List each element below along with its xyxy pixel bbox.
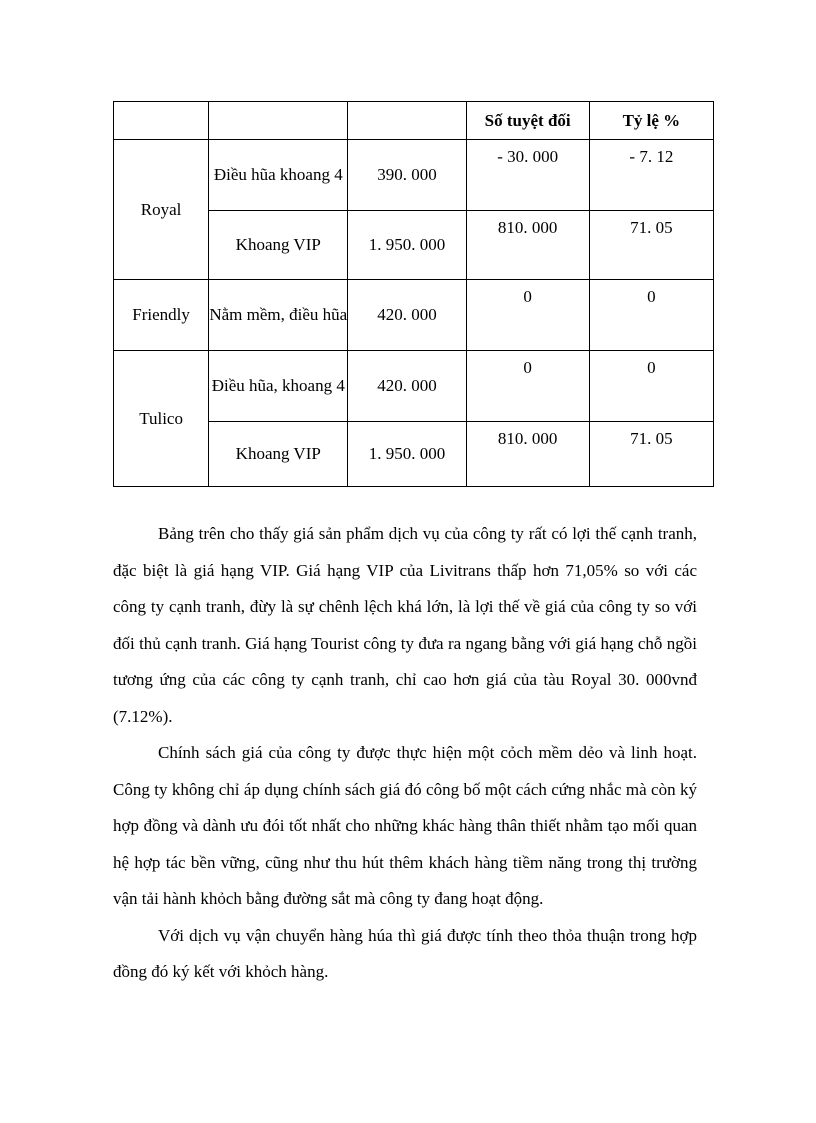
percent-cell: 71. 05 — [589, 422, 713, 487]
percent-cell: 71. 05 — [589, 211, 713, 280]
service-cell: Nằm mềm, điều hũa — [209, 280, 348, 351]
absolute-cell: 0 — [466, 351, 589, 422]
absolute-cell: 810. 000 — [466, 422, 589, 487]
table-row — [114, 280, 714, 351]
service-cell: Khoang VIP — [209, 422, 348, 487]
price-cell: 1. 950. 000 — [348, 422, 466, 487]
price-cell: 390. 000 — [348, 140, 466, 211]
service-cell: Điều hũa, khoang 4 — [209, 351, 348, 422]
header-percent: Tỷ lệ % — [589, 102, 713, 140]
service-cell: Điều hũa khoang 4 — [209, 140, 348, 211]
header-cell — [348, 102, 466, 140]
paragraph: Với dịch vụ vận chuyển hàng húa thì giá được tính theo thỏa thuận trong hợp đồng đó ký kết với khỏch hàng. — [113, 925, 697, 981]
percent-cell: 0 — [589, 280, 713, 351]
service-cell: Khoang VIP — [209, 211, 348, 280]
paragraph: Bảng trên cho thấy giá sản phẩm dịch vụ của công ty rất có lợi thế cạnh tranh, đặc biệt là giá hạng VIP. Giá hạng VIP của Livitrans thấp hơn 71,05% so với các công ty cạnh tranh, đừy là sự chênh lệch khá lớn, là lợi thế về giá của công ty so với đối thủ cạnh tranh. Giá hạng Tourist công ty đưa ra ngang bằng với giá hạng chỗ ngồi tương ứng của các công ty cạnh tranh, chỉ cao hơn giá của tàu Royal 30. 000vnđ (7.12%). — [113, 524, 697, 726]
price-cell: 420. 000 — [348, 280, 466, 351]
header-absolute: Số tuyệt đối — [466, 102, 589, 140]
percent-cell: 0 — [589, 351, 713, 422]
table-header-row — [114, 102, 714, 140]
table-row — [114, 140, 714, 211]
price-cell: 1. 950. 000 — [348, 211, 466, 280]
absolute-cell: 0 — [466, 280, 589, 351]
header-cell — [114, 102, 209, 140]
company-tulico: Tulico — [114, 351, 209, 487]
price-cell: 420. 000 — [348, 351, 466, 422]
price-comparison-table — [113, 101, 714, 487]
absolute-cell: 810. 000 — [466, 211, 589, 280]
company-royal: Royal — [114, 140, 209, 280]
absolute-cell: - 30. 000 — [466, 140, 589, 211]
body-text — [113, 516, 697, 991]
header-cell — [209, 102, 348, 140]
paragraph: Chính sách giá của công ty được thực hiện một cỏch mềm dẻo và linh hoạt. Công ty không chỉ áp dụng chính sách giá đó công bố một cách cứng nhắc mà còn ký hợp đồng và dành ưu đói tốt nhất cho những khác hàng thân thiết nhằm tạo mối quan hệ hợp tác bền vững, cũng như thu hút thêm khách hàng tiềm năng trong thị trường vận tải hành khỏch bằng đường sắt mà công ty đang hoạt động. — [113, 743, 697, 908]
percent-cell: - 7. 12 — [589, 140, 713, 211]
table-row — [114, 351, 714, 422]
company-friendly: Friendly — [114, 280, 209, 351]
